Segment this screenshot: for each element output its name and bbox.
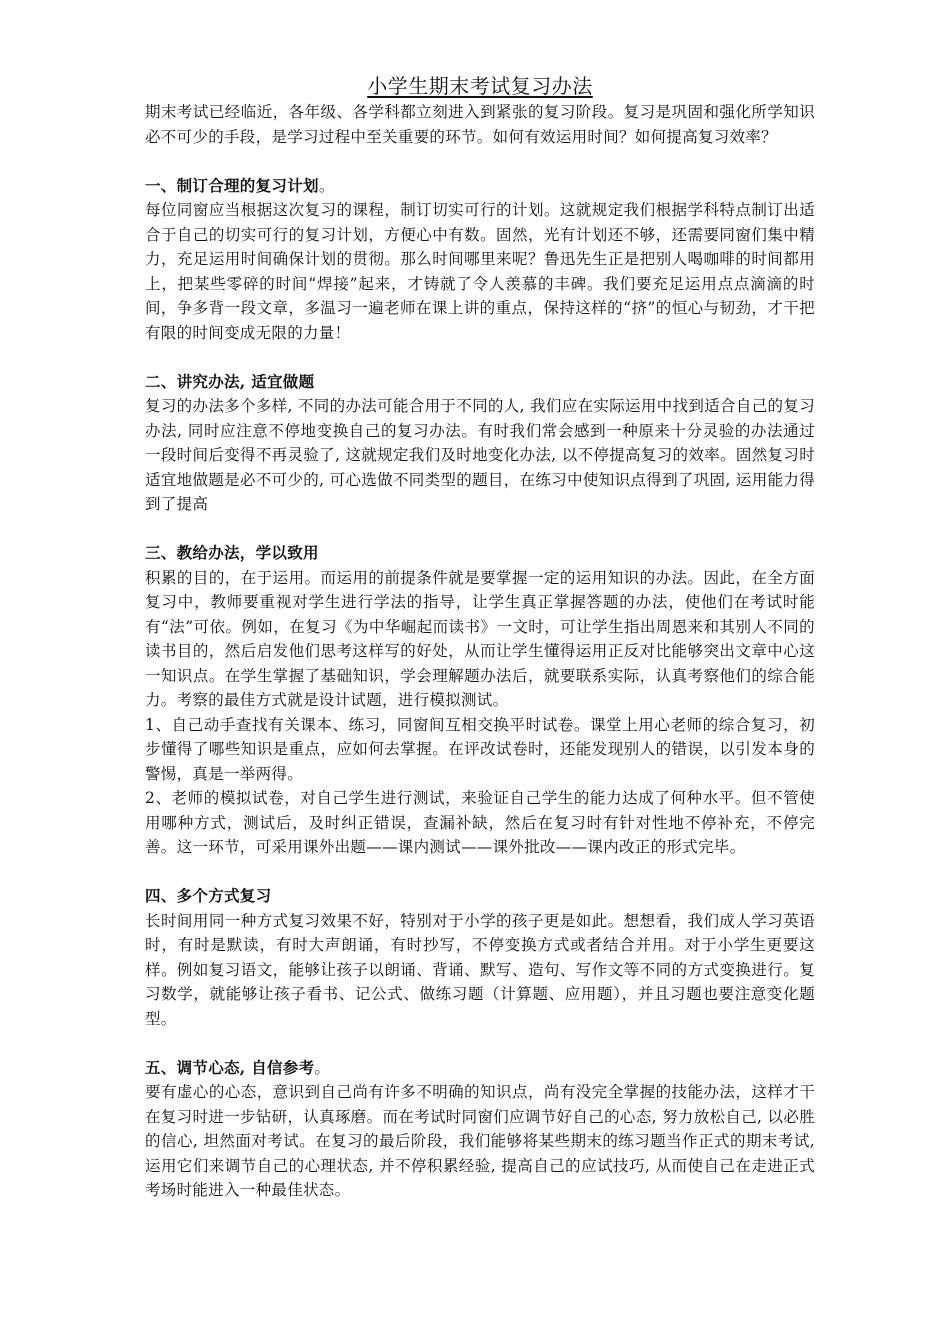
list-item-1: 1、自己动手查找有关课本、练习，同窗间互相交换平时试卷。课堂上用心老师的综合复习，初步懂得了哪些知识是重点，应如何去掌握。在评改试卷时，还能发现别人的错误，以引发本身的警惕，真是一举两得。 <box>145 715 815 783</box>
section-4 <box>145 884 815 1031</box>
section-paragraph: 长时间用同一种方式复习效果不好，特别对于小学的孩子更是如此。想想看，我们成人学习英语时，有时是默读，有时大声朗诵，有时抄写，不停变换方式或者结合并用。对于小学生更要这样。例如复习语文，能够让孩子以朗诵、背诵、默写、造句、写作文等不同的方式变换进行。复习数学，就能够让孩子看书、记公式、做练习题（计算题、应用题），并且习题也要注意变化题型。 <box>145 911 815 1028</box>
section-5 <box>145 1056 815 1203</box>
section-3 <box>145 541 815 860</box>
section-heading <box>145 174 815 199</box>
section-heading <box>145 1056 815 1081</box>
section-paragraph: 复习的办法多个多样, 不同的办法可能合用于不同的人, 我们应在实际运用中找到适合自己的复习办法, 同时应注意不停地变换自己的复习办法。有时我们常会感到一种原来十分灵验的办法通过一段时间后变得不再灵验了, 这就规定我们及时地变化办法, 以不停提高复习的效率。固然复习时适宜地做题是必不可少的, 可心选做不同类型的题目，在练习中使知识点得到了巩固, 运用能力得到了提高 <box>145 397 815 513</box>
intro-paragraph: 期末考试已经临近，各年级、各学科都立刻进入到紧张的复习阶段。复习是巩固和强化所学知识必不可少的手段，是学习过程中至关重要的环节。如何有效运用时间？如何提高复习效率？ <box>145 103 815 146</box>
section-heading-tail: 。 <box>318 176 335 195</box>
section-heading-tail: 。 <box>314 1058 331 1077</box>
section-paragraph: 每位同窗应当根据这次复习的课程，制订切实可行的计划。这就规定我们根据学科特点制订出适合于自己的切实可行的复习计划，方便心中有数。固然，光有计划还不够，还需要同窗们集中精力，充足运用时间确保计划的贯彻。那么时间哪里来呢？鲁迅先生正是把别人喝咖啡的时间都用上，把某些零碎的时间“焊接”起来，才铸就了令人羡慕的丰碑。我们要充足运用点点滴滴的时间，争多背一段文章，多温习一遍老师在课上讲的重点，保持这样的“挤”的恒心与韧劲，才干把有限的时间变成无限的力量！ <box>145 201 815 342</box>
document-page <box>145 72 815 1203</box>
list-item-2: 2、老师的模拟试卷，对自己学生进行测试，来验证自己学生的能力达成了何种水平。但不管使用哪种方式，测试后，及时纠正错误，查漏补缺，然后在复习时有针对性地不停补充，不停完善。这一环节，可采用课外出题——课内测试——课外批改——课内改正的形式完毕。 <box>145 789 815 856</box>
section-heading <box>145 884 815 909</box>
section-2 <box>145 370 815 517</box>
section-paragraph: 积累的目的，在于运用。而运用的前提条件就是要掌握一定的运用知识的办法。因此，在全方面复习中，教师要重视对学生进行学法的指导，让学生真正掌握答题的办法，使他们在考试时能有“法”可依。例如，在复习《为中华崛起而读书》一文时，可让学生指出周恩来和其别人不同的读书目的，然后启发他们思考这样写的好处，从而让学生懂得运用正反对比能够突出文章中心这一知识点。在学生掌握了基础知识，学会理解题办法后，就要联系实际，认真考察他们的综合能力。考察的最佳方式就是设计试题，进行模拟测试。 <box>145 568 815 709</box>
section-paragraph: 要有虚心的心态，意识到自己尚有许多不明确的知识点，尚有没完全掌握的技能办法，这样才干在复习时进一步钻研，认真琢磨。而在考试时同窗们应调节好自己的心态, 努力放松自己, 以必胜的信心, 坦然面对考试。在复习的最后阶段，我们能够将某些期末的练习题当作正式的期末考试, 运用它们来调节自己的心理状态, 并不停积累经验, 提高自己的应试技巧, 从而使自己在走进正式考场时能进入一种最佳状态。 <box>145 1083 815 1199</box>
section-heading-text: 一、制订合理的复习计划 <box>145 175 319 195</box>
section-heading-text: 四、多个方式复习 <box>145 886 272 905</box>
section-heading-text: 三、教给办法，学以致用 <box>145 543 319 562</box>
section-1 <box>145 174 815 346</box>
section-heading-text: 二、讲究办法, 适宜做题 <box>145 371 315 391</box>
section-heading-text: 五、调节心态, 自信参考 <box>145 1057 315 1077</box>
document-title: 小学生期末考试复习办法 <box>367 74 593 98</box>
section-heading <box>145 541 815 566</box>
section-heading <box>145 370 815 395</box>
